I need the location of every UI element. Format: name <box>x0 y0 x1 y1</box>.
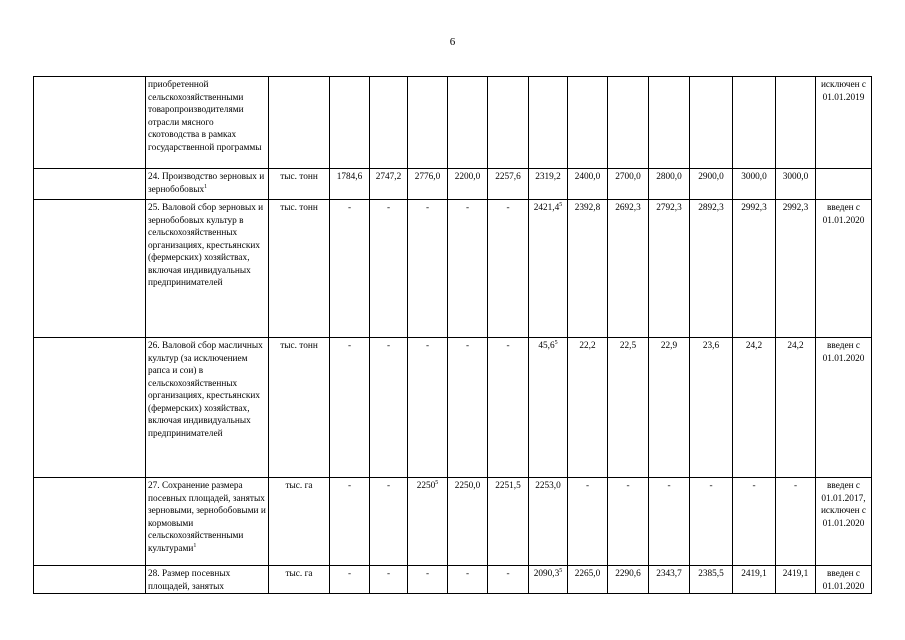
value-cell: 2421,4$^5$ <box>529 200 568 338</box>
table-row <box>34 566 872 594</box>
indicator-name: приобретенной сельскохозяйственными товаропроизводителями отрасли мясного скотоводства в рамках государственной программы <box>146 77 269 169</box>
footnote-mark: 1 <box>193 542 197 549</box>
value-cell: - <box>408 200 448 338</box>
value-cell: 3000,0 <box>776 169 816 200</box>
footnote-mark: 5 <box>559 201 563 208</box>
blank-cell <box>34 478 146 566</box>
value-cell: - <box>690 478 733 566</box>
value-cell: - <box>370 200 408 338</box>
value-cell: 2290,6 <box>608 566 649 594</box>
value-cell <box>690 77 733 169</box>
value-cell <box>776 77 816 169</box>
blank-cell <box>34 169 146 200</box>
value-cell: 2992,3 <box>776 200 816 338</box>
note-cell <box>816 169 872 200</box>
indicators-table <box>33 76 872 594</box>
value-cell: 2419,1 <box>733 566 776 594</box>
value-cell: 2343,7 <box>649 566 690 594</box>
value-cell: 22,2 <box>568 338 608 478</box>
value-cell: 2776,0 <box>408 169 448 200</box>
value-cell <box>529 77 568 169</box>
value-cell: 1784,6 <box>330 169 370 200</box>
value-cell: - <box>408 338 448 478</box>
footnote-mark: 5 <box>559 567 563 574</box>
value-cell: - <box>608 478 649 566</box>
value-cell <box>649 77 690 169</box>
value-cell: 2319,2 <box>529 169 568 200</box>
value-cell: - <box>330 478 370 566</box>
note-cell: введен с 01.01.2020 <box>816 566 872 594</box>
note-cell: исключен с 01.01.2019 <box>816 77 872 169</box>
value-cell: 24,2 <box>776 338 816 478</box>
unit-cell: тыс. тонн <box>269 338 330 478</box>
value-cell <box>608 77 649 169</box>
indicator-name: 28. Размер посевных площадей, занятых <box>146 566 269 594</box>
value-cell: 2392,8 <box>568 200 608 338</box>
footnote-mark: 5 <box>435 479 439 486</box>
value-cell: - <box>370 338 408 478</box>
table-row <box>34 169 872 200</box>
note-cell: введен с 01.01.2020 <box>816 200 872 338</box>
value-cell: 2253,0 <box>529 478 568 566</box>
blank-cell <box>34 200 146 338</box>
blank-cell <box>34 77 146 169</box>
value-cell: - <box>330 200 370 338</box>
unit-cell: тыс. га <box>269 478 330 566</box>
value-cell: 2257,6 <box>488 169 529 200</box>
table-row <box>34 338 872 478</box>
indicator-name: 27. Сохранение размера посевных площадей, занятых зерновыми, зернобобовыми и кормовыми сельскохозяйственными культурами$^1$ <box>146 478 269 566</box>
value-cell: 2400,0 <box>568 169 608 200</box>
unit-cell: тыс. тонн <box>269 200 330 338</box>
value-cell: 2800,0 <box>649 169 690 200</box>
table-row <box>34 200 872 338</box>
value-cell: 2419,1 <box>776 566 816 594</box>
value-cell: - <box>330 566 370 594</box>
value-cell: 2900,0 <box>690 169 733 200</box>
value-cell: 2992,3 <box>733 200 776 338</box>
value-cell: 2200,0 <box>448 169 488 200</box>
value-cell: - <box>568 478 608 566</box>
value-cell: 2747,2 <box>370 169 408 200</box>
value-cell: - <box>488 566 529 594</box>
unit-cell <box>269 77 330 169</box>
value-cell: 2090,3$^5$ <box>529 566 568 594</box>
blank-cell <box>34 566 146 594</box>
value-cell: 2385,5 <box>690 566 733 594</box>
value-cell: 2251,5 <box>488 478 529 566</box>
value-cell <box>330 77 370 169</box>
value-cell: 22,9 <box>649 338 690 478</box>
unit-cell: тыс. тонн <box>269 169 330 200</box>
value-cell: 3000,0 <box>733 169 776 200</box>
page-number: 6 <box>449 36 456 48</box>
value-cell: - <box>649 478 690 566</box>
blank-cell <box>34 338 146 478</box>
indicator-name: 25. Валовой сбор зерновых и зернобобовых культур в сельскохозяйственных организациях, крестьянских (фермерских) хозяйствах, включая индивидуальных предпринимателей <box>146 200 269 338</box>
value-cell: 2692,3 <box>608 200 649 338</box>
table-row <box>34 478 872 566</box>
footnote-mark: 1 <box>204 183 208 190</box>
value-cell: 23,6 <box>690 338 733 478</box>
footnote-mark: 5 <box>554 339 558 346</box>
value-cell: - <box>330 338 370 478</box>
value-cell: 22,5 <box>608 338 649 478</box>
table-row <box>34 77 872 169</box>
value-cell: 2700,0 <box>608 169 649 200</box>
value-cell: 2250,0 <box>448 478 488 566</box>
value-cell: - <box>448 566 488 594</box>
indicator-name: 24. Производство зерновых и зернобобовых$^1$ <box>146 169 269 200</box>
note-cell: введен с 01.01.2020 <box>816 338 872 478</box>
value-cell <box>568 77 608 169</box>
value-cell: 24,2 <box>733 338 776 478</box>
note-cell: введен с 01.01.2017, исключен с 01.01.2020 <box>816 478 872 566</box>
value-cell: 2892,3 <box>690 200 733 338</box>
value-cell: - <box>488 200 529 338</box>
value-cell: - <box>448 200 488 338</box>
indicator-name: 26. Валовой сбор масличных культур (за исключением рапса и сои) в сельскохозяйственных организациях, крестьянских (фермерских) хозяйствах, включая индивидуальных предпринимателей <box>146 338 269 478</box>
value-cell: - <box>488 338 529 478</box>
value-cell <box>733 77 776 169</box>
value-cell: - <box>370 478 408 566</box>
value-cell: - <box>408 566 448 594</box>
value-cell: 45,6$^5$ <box>529 338 568 478</box>
unit-cell: тыс. га <box>269 566 330 594</box>
value-cell <box>448 77 488 169</box>
value-cell: 2265,0 <box>568 566 608 594</box>
value-cell <box>488 77 529 169</box>
value-cell: - <box>370 566 408 594</box>
value-cell: 2250$^5$ <box>408 478 448 566</box>
value-cell: - <box>776 478 816 566</box>
value-cell: - <box>448 338 488 478</box>
value-cell <box>370 77 408 169</box>
value-cell <box>408 77 448 169</box>
value-cell: - <box>733 478 776 566</box>
value-cell: 2792,3 <box>649 200 690 338</box>
